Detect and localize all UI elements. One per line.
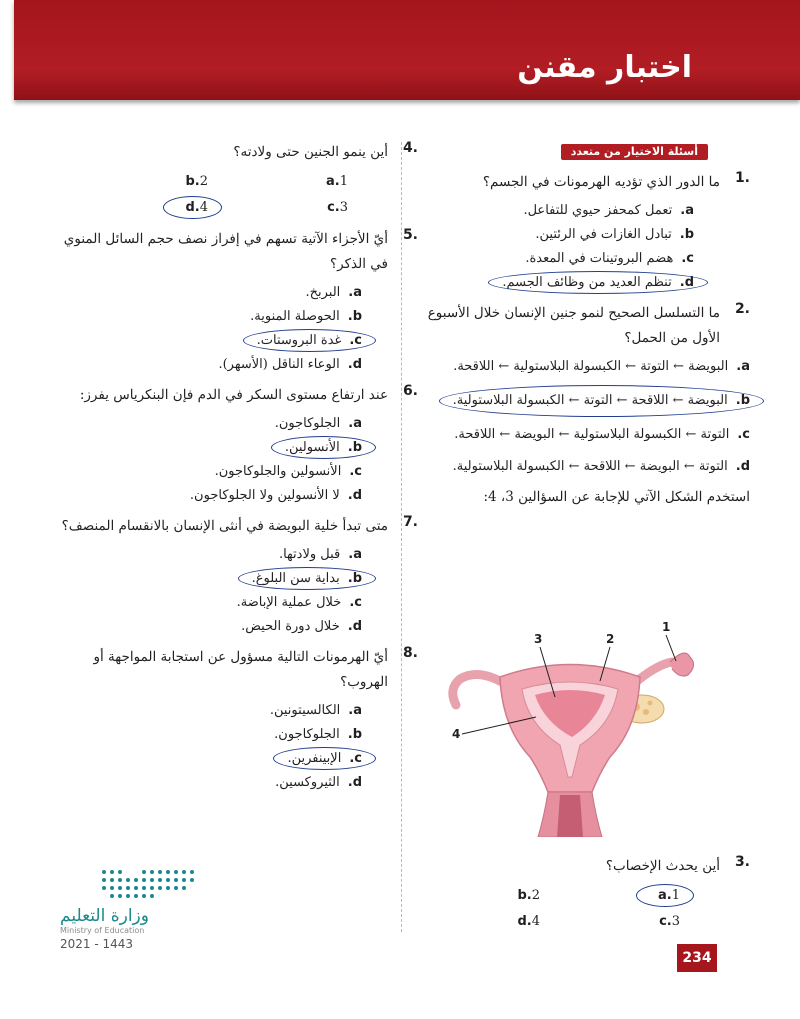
- option-letter: b.: [347, 727, 362, 742]
- option-text: بداية سن البلوغ.: [251, 571, 340, 586]
- uterus-illustration: [440, 617, 705, 837]
- figure-label-1: 1: [662, 620, 671, 634]
- option-text: هضم البروتينات في المعدة.: [525, 251, 674, 266]
- option-c[interactable]: [540, 909, 680, 935]
- option-letter: c.: [349, 595, 362, 610]
- option-letter: d.: [347, 775, 362, 790]
- header-banner: [14, 0, 800, 100]
- option-d[interactable]: [58, 484, 362, 508]
- option-c[interactable]: [58, 460, 362, 484]
- option-letter: b.: [347, 440, 362, 455]
- question-8: [58, 645, 418, 795]
- option-letter: d.: [347, 619, 362, 634]
- option-letter: a.: [348, 285, 362, 300]
- option-text: الكالسيتونين.: [269, 703, 341, 718]
- option-a[interactable]: [208, 169, 348, 195]
- option-letter: d.: [347, 357, 362, 372]
- option-text: الحوصلة المنوية.: [250, 309, 340, 324]
- option-c[interactable]: [58, 591, 362, 615]
- option-d[interactable]: [405, 271, 694, 295]
- option-d[interactable]: [58, 353, 362, 377]
- option-text: البربخ.: [305, 285, 341, 300]
- option-letter: d.: [185, 200, 200, 215]
- question-1: [402, 170, 750, 295]
- option-letter: a.: [658, 888, 672, 903]
- option-text: 2: [199, 174, 208, 189]
- option-text: خلال دورة الحيض.: [241, 619, 340, 634]
- option-text: 1: [339, 174, 348, 189]
- option-letter: a.: [680, 203, 694, 218]
- question-number: 8.: [402, 645, 418, 661]
- option-text: 4: [199, 200, 208, 215]
- option-letter: d.: [735, 459, 750, 474]
- option-a[interactable]: [540, 883, 680, 909]
- option-letter: c.: [681, 251, 694, 266]
- option-a[interactable]: [405, 199, 694, 223]
- column-divider: [401, 142, 402, 932]
- option-letter: a.: [348, 416, 362, 431]
- option-a[interactable]: [58, 543, 362, 567]
- option-letter: c.: [349, 751, 362, 766]
- option-d[interactable]: [58, 771, 362, 795]
- option-text: 1: [671, 888, 680, 903]
- figure-label-3: 3: [534, 632, 543, 646]
- option-letter: b.: [517, 888, 532, 903]
- question-text: أيّ الهرمونات التالية مسؤول عن استجابة المواجهة أو الهروب؟: [93, 649, 388, 690]
- question-2: [402, 301, 750, 479]
- option-letter: a.: [326, 174, 340, 189]
- option-letter: a.: [348, 547, 362, 562]
- option-text: 3: [339, 200, 348, 215]
- uterus-diagram: [440, 617, 705, 837]
- option-letter: b.: [735, 393, 750, 408]
- option-letter: c.: [349, 464, 362, 479]
- option-b[interactable]: [68, 169, 208, 195]
- option-text: قبل ولادتها.: [278, 547, 341, 562]
- question-text: ما الدور الذي تؤديه الهرمونات في الجسم؟: [482, 174, 720, 190]
- option-b[interactable]: [58, 436, 362, 460]
- question-number: 6.: [402, 383, 418, 399]
- option-b[interactable]: [58, 723, 362, 747]
- option-text: تبادل الغازات في الرئتين.: [535, 227, 672, 242]
- figure-label-4: 4: [452, 727, 461, 741]
- option-letter: b.: [347, 571, 362, 586]
- option-text: لا الأنسولين ولا الجلوكاجون.: [189, 488, 340, 503]
- question-number: 4.: [402, 140, 418, 156]
- option-text: غدة البروستات.: [256, 333, 342, 348]
- option-c[interactable]: [405, 247, 694, 271]
- question-text: ما التسلسل الصحيح لنمو جنين الإنسان خلال الأسبوع الأول من الحمل؟: [427, 305, 720, 346]
- ministry-logo-icon: [60, 866, 200, 902]
- option-d[interactable]: [405, 455, 750, 479]
- option-a[interactable]: [58, 281, 362, 305]
- option-text: الأنسولين والجلوكاجون.: [214, 464, 342, 479]
- option-a[interactable]: [405, 355, 750, 379]
- option-letter: d.: [517, 914, 532, 929]
- option-b[interactable]: [400, 883, 540, 909]
- option-letter: b.: [185, 174, 200, 189]
- ministry-name-arabic: وزارة التعليم: [60, 906, 149, 926]
- option-text: الإبينفرين.: [287, 751, 342, 766]
- left-column: [58, 140, 418, 797]
- option-text: الجلوكاجون.: [274, 727, 340, 742]
- academic-year: 2021 - 1443: [60, 937, 134, 951]
- option-letter: b.: [679, 227, 694, 242]
- option-text: التوتة ← الكبسولة البلاستولية ← البويضة ← اللاقحة.: [454, 427, 730, 442]
- option-text: الوعاء الناقل (الأسهر).: [218, 357, 340, 372]
- option-b[interactable]: [58, 567, 362, 591]
- option-text: الأنسولين.: [284, 440, 340, 455]
- option-b[interactable]: [58, 305, 362, 329]
- question-number: 7.: [402, 514, 418, 530]
- question-text: متى تبدأ خلية البويضة في أنثى الإنسان بالانقسام المنصف؟: [61, 518, 388, 534]
- option-text: البويضة ← اللاقحة ← التوتة ← الكبسولة البلاستولية.: [452, 393, 728, 408]
- option-letter: a.: [348, 703, 362, 718]
- option-d[interactable]: [400, 909, 540, 935]
- option-letter: d.: [347, 488, 362, 503]
- option-letter: b.: [347, 309, 362, 324]
- option-text: البويضة ← التوتة ← الكبسولة البلاستولية ← اللاقحة.: [453, 359, 729, 374]
- option-d[interactable]: [68, 195, 208, 221]
- page-title: اختبار مقنن: [517, 50, 692, 85]
- question-text: أين ينمو الجنين حتى ولادته؟: [233, 144, 388, 160]
- option-letter: d.: [679, 275, 694, 290]
- page-number: 234: [677, 944, 717, 972]
- question-text: أين يحدث الإخصاب؟: [605, 858, 720, 874]
- option-text: تنظم العديد من وظائف الجسم.: [502, 275, 672, 290]
- option-c[interactable]: [58, 747, 362, 771]
- question-5: [58, 227, 418, 377]
- option-c[interactable]: [405, 423, 750, 447]
- option-text: تعمل كمحفز حيوي للتفاعل.: [523, 203, 673, 218]
- option-letter: c.: [659, 914, 672, 929]
- question-7: [58, 514, 418, 639]
- question-3: [405, 848, 750, 935]
- option-b[interactable]: [402, 223, 694, 247]
- question-4: [58, 140, 418, 221]
- question-number: 1.: [734, 170, 750, 186]
- option-a[interactable]: [58, 412, 362, 436]
- ministry-name-english: Ministry of Education: [60, 926, 145, 935]
- option-b[interactable]: [405, 389, 750, 413]
- option-letter: a.: [736, 359, 750, 374]
- option-text: 4: [531, 914, 540, 929]
- section-tag: أسئلة الاختيار من متعدد: [561, 144, 708, 160]
- option-c[interactable]: [58, 329, 362, 353]
- option-text: الثيروكسين.: [275, 775, 340, 790]
- option-text: الجلوكاجون.: [274, 416, 341, 431]
- option-letter: c.: [737, 427, 750, 442]
- question-number: 3.: [734, 854, 750, 870]
- option-d[interactable]: [58, 615, 362, 639]
- option-letter: c.: [327, 200, 340, 215]
- option-a[interactable]: [58, 699, 362, 723]
- question-6: [58, 383, 418, 508]
- ministry-logo: [60, 866, 200, 951]
- question-text: عند ارتفاع مستوى السكر في الدم فإن البنكرياس يفرز:: [79, 387, 388, 403]
- question-number: 2.: [734, 301, 750, 317]
- option-c[interactable]: [208, 195, 348, 221]
- option-text: التوتة ← البويضة ← اللاقحة ← الكبسولة البلاستولية.: [452, 459, 728, 474]
- option-letter: c.: [349, 333, 362, 348]
- option-text: خلال عملية الإباضة.: [236, 595, 342, 610]
- question-text: أيّ الأجزاء الآتية تسهم في إفراز نصف حجم السائل المنوي في الذكر؟: [63, 231, 388, 272]
- option-text: 2: [531, 888, 540, 903]
- figure-label-2: 2: [606, 632, 615, 646]
- figure-instruction: استخدم الشكل الآتي للإجابة عن السؤالين 3، 4:: [483, 489, 750, 505]
- question-number: 5.: [402, 227, 418, 243]
- right-column: [402, 140, 750, 510]
- option-text: 3: [671, 914, 680, 929]
